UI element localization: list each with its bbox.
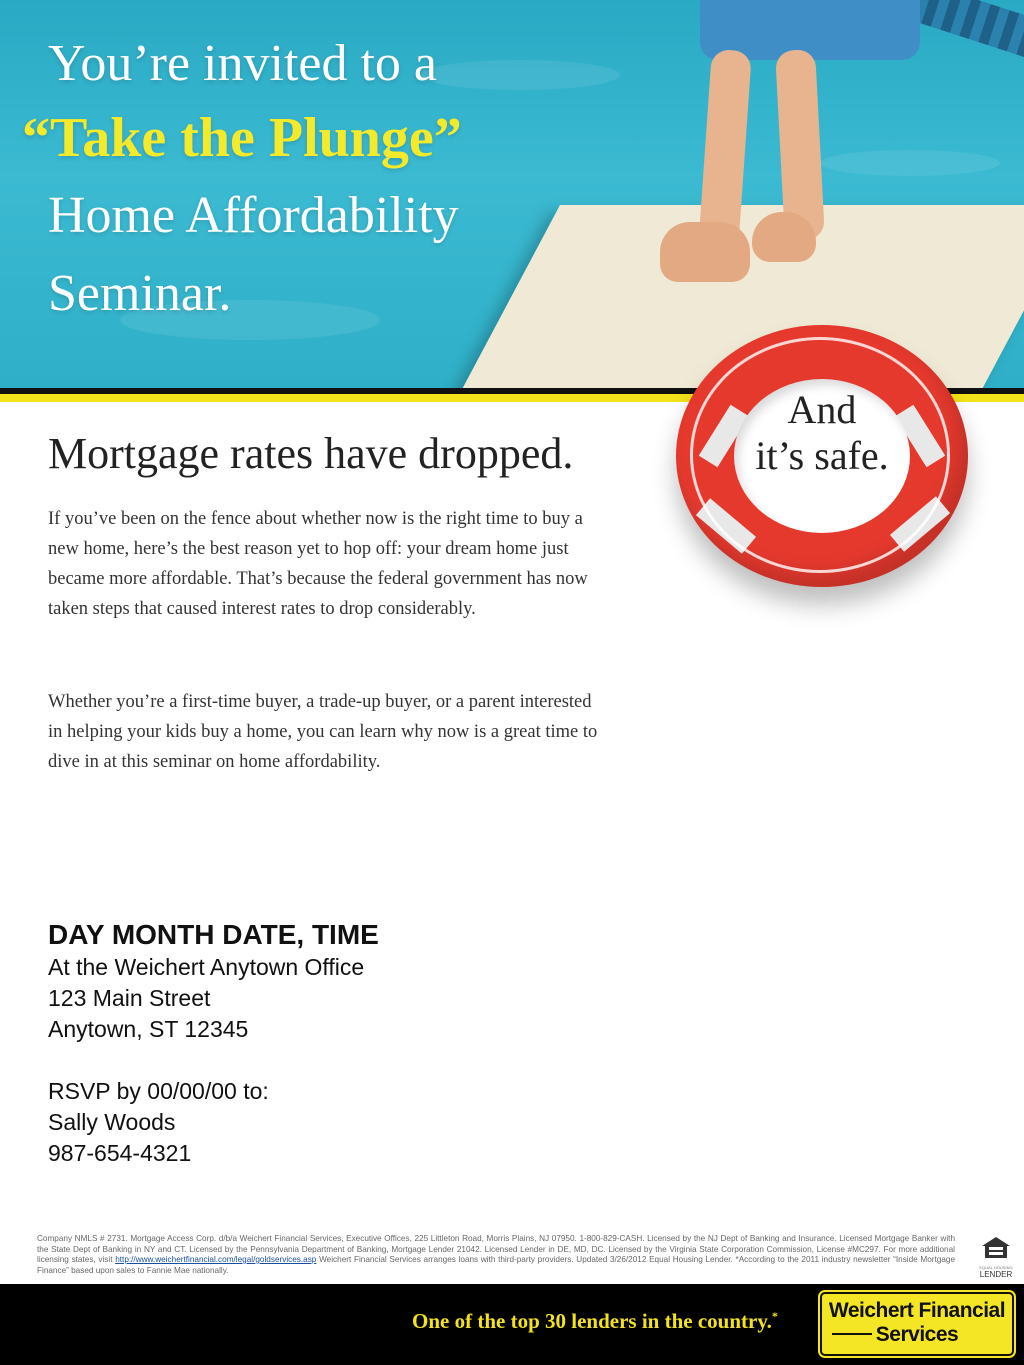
- hero-line-2: “Take the Plunge”: [22, 107, 462, 169]
- buoy-line-1: And: [787, 387, 857, 432]
- event-street: 123 Main Street: [48, 985, 211, 1011]
- rsvp-deadline: RSVP by 00/00/00 to:: [48, 1078, 269, 1104]
- subheadline: Mortgage rates have dropped.: [48, 429, 574, 478]
- rsvp-contact-name: Sally Woods: [48, 1109, 176, 1135]
- body-paragraph-2: Whether you’re a first-time buyer, a trade-up buyer, or a parent interested in helping your kids buy a home, you can learn why now is a great time to dive in at this seminar on home affordability.: [48, 692, 598, 772]
- footer-tagline: [412, 1309, 778, 1334]
- tagline-text: One of the top 30 lenders in the country.: [412, 1309, 772, 1333]
- hero-line-3: Home Affordability: [48, 187, 459, 244]
- event-location: At the Weichert Anytown Office: [48, 954, 365, 980]
- pool-edge-tiles: [902, 0, 1024, 61]
- water-ripple: [820, 150, 1000, 176]
- rsvp-contact-phone: 987-654-4321: [48, 1140, 192, 1166]
- house-icon: [981, 1236, 1011, 1260]
- weichert-logo: [820, 1292, 1014, 1356]
- legal-text-1: Company NMLS # 2731. Mortgage Access Corp. d/b/a Weichert Financial Services, Executive Offices, 225 Littleton Road, Morris Plains, NJ 07950. 1-800-829-CASH. Licensed by the NJ Dept of Banking and Insurance. Licensed Mortgage Banker with the State Dept of Banking in NY and CT. Licensed by the Pennsylvania Department of Banking, Mortgage Lender 21042. Licensed Lender in DE, MD, DC. Licensed by the Virginia State Corporation Commission, License #MC297. For more additional licensing states, visit: [37, 1234, 955, 1264]
- legal-disclaimer: [37, 1234, 955, 1276]
- buoy-caption: [676, 387, 968, 479]
- tagline-asterisk: *: [771, 1309, 778, 1323]
- buoy-line-2: it’s safe.: [755, 433, 889, 478]
- foot-right: [752, 212, 816, 262]
- event-details: [48, 918, 379, 1169]
- logo-line-1: Weichert Financial: [828, 1299, 1006, 1322]
- event-city: Anytown, ST 12345: [48, 1016, 249, 1042]
- logo-rule: [832, 1333, 872, 1335]
- equal-housing-label: LENDER: [979, 1270, 1013, 1279]
- life-buoy: [676, 325, 968, 587]
- logo-line-2: Services: [875, 1323, 959, 1346]
- licensing-link[interactable]: http://www.weichertfinancial.com/legal/goldservices.asp: [115, 1255, 317, 1264]
- foot-left: [660, 222, 750, 282]
- body-paragraph-1: If you’ve been on the fence about whether now is the right time to buy a new home, here’s the best reason yet to hop off: your dream home just became more affordable. That’s because the federal government has now taken steps that caused interest rates to drop considerably.: [48, 509, 588, 619]
- hero-line-1: You’re invited to a: [48, 35, 438, 92]
- event-datetime: DAY MONTH DATE, TIME: [48, 919, 379, 950]
- hero-line-4: Seminar.: [48, 265, 232, 322]
- legal-text-2: Weichert Financial Services arranges loans with third-party providers. Updated 3/26/2012 Equal Housing Lender. *According to the 2011 industry newsletter “Inside Mortgage Finance” based upon sales to Fannie Mae nationally.: [37, 1255, 956, 1275]
- equal-housing-small-text: EQUAL HOUSING: [979, 1265, 1013, 1270]
- equal-housing-logo: [976, 1236, 1016, 1279]
- water-ripple: [420, 60, 620, 90]
